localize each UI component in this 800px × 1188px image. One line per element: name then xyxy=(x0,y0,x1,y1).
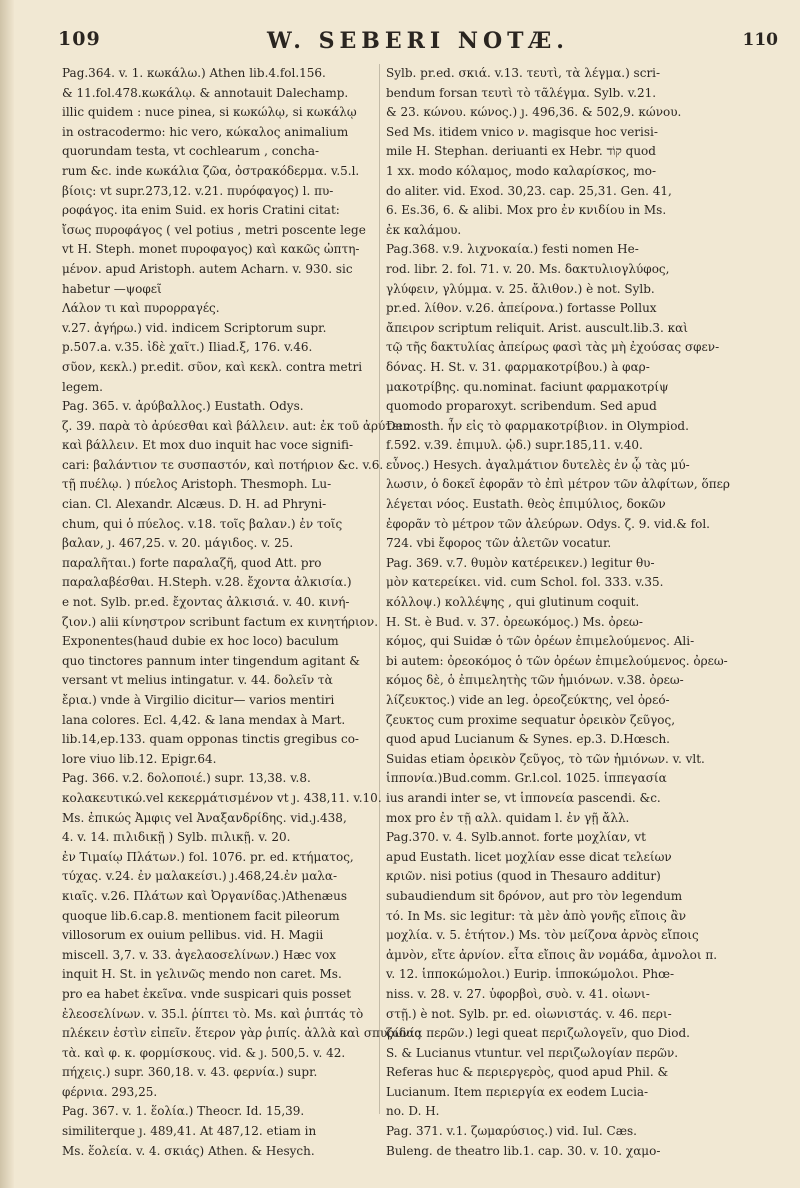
text-line: f.592. v.39. ἐπιμυλ. ᾠδ.) supr.185,11. v.40. xyxy=(386,438,643,453)
text-line: ἄπειρον scriptum reliquit. Arist. auscult.lib.3. καὶ xyxy=(386,320,688,335)
text-line: μοχλία. v. 5. ἑτήτον.) Ms. τὸν μείζονα ἀρνὸς εἴποις xyxy=(386,928,699,943)
text-line: μακοτρίβης. qu.nominat. faciunt φαρμακοτρίψ xyxy=(386,379,669,394)
text-line: rod. libr. 2. fol. 71. v. 20. Ms. δακτυλιογλύφος, xyxy=(386,261,670,276)
text-line: βαλαν, ȷ. 467,25. v. 20. μάγιδος. v. 25. xyxy=(62,536,294,551)
text-line: miscell. 3,7. v. 33. ἀγελαοσελίνων.) Hæc vox xyxy=(62,947,336,962)
text-line: Pag.368. v.9. λιχνοκαία.) festi nomen He- xyxy=(386,242,639,257)
text-line: niss. v. 28. v. 27. ὑφορβοὶ, συὸ. v. 41. οἰωνι- xyxy=(386,986,650,1001)
text-line: εὖνος.) Hesych. ἀγαλμάτιον δυτελὲς ἐν ᾧ τὰς μύ- xyxy=(386,457,690,472)
text-line: 1 xx. modo κόλαμος, modo καλαρίσκος, mo- xyxy=(386,163,657,178)
text-line: ius arandi inter se, vt ἱππονεία pascendi. &c. xyxy=(386,790,661,805)
text-line: bendum forsan τευτὶ τὸ τᾶλέγμα. Sylb. v.21. xyxy=(386,85,657,100)
text-line: habetur —ψοφεῖ xyxy=(62,281,162,296)
text-line: φέρνια. 293,25. xyxy=(62,1084,158,1099)
text-line: legem. xyxy=(62,379,103,394)
text-line: Ms. ἐπικώς Ἀμφις vel Ἀναξανδρίδης. vid.ȷ.438, xyxy=(62,810,347,825)
text-line: ροφάγος. ita enim Suid. ex horis Cratini citat: xyxy=(62,203,340,218)
text-line: μένον. apud Aristoph. autem Acharn. v. 930. sic xyxy=(62,261,353,276)
text-line: rum &c. inde κωκάλια ζῶα, ὀστρακόδερμα. v.5.l. xyxy=(62,163,360,178)
text-line: versant vt melius intingatur. v. 44. δολεῖν τὰ xyxy=(62,673,333,688)
text-line: v. 12. ἱπποκώμολοι.) Eurip. ἱπποκώμολοι. Phœ- xyxy=(386,967,675,982)
text-line: ζευκτος cum proxime sequatur ὀρεικὸν ζεῦγος, xyxy=(386,712,676,727)
text-line: 4. v. 14. πιλιδικῇ ) Sylb. πιλικῇ. v. 20. xyxy=(62,830,291,845)
text-line: παραλῆται.) forte παραλαζῆ, quod Att. pro xyxy=(62,555,322,570)
text-line: κιαῖς. v.26. Πλάτων καὶ Ὀργανίδας.)Athenæus xyxy=(62,888,347,903)
text-line: ἐλεοσελίνων. v. 35.l. ῥίπτει τὸ. Ms. καὶ ῥιπτάς τὸ xyxy=(62,1006,364,1021)
text-line: Pag.370. v. 4. Sylb.annot. forte μοχλίαν, vt xyxy=(386,830,646,845)
text-line: τῷ τῆς δακτυλίας ἀπείρως φασὶ τὰς μὴ ἐχούσας σφεν- xyxy=(386,340,720,355)
text-line: ζ. 39. παρὰ τὸ ἀρύεσθαι καὶ βάλλειν. aut: ἐκ τοῦ ἀρύτειν xyxy=(62,418,411,433)
text-line: ἴσως πυροφάγος ( vel potius , metri poscente lege xyxy=(62,222,366,237)
text-line: Λάλον τι καὶ πυρορραγές. xyxy=(62,301,220,316)
text-line: 724. vbi ἔφορος τῶν ἀλετῶν vocatur. xyxy=(386,536,612,551)
text-line: γλύφειν, γλύμμα. v. 25. ἄλιθον.) è not. Sylb. xyxy=(386,281,655,296)
text-line: Pag. 366. v.2. δολοποιέ.) supr. 13,38. v.8. xyxy=(62,771,311,786)
page-number-left: 109 xyxy=(58,28,101,50)
text-line: κόμος δὲ, ὁ ἐπιμελητὴς τῶν ἡμιόνων. v.38. ὀρεω- xyxy=(386,673,684,688)
text-line: ζωνία περῶν.) legi queat περιζωλογεῖν, quo Diod. xyxy=(386,1026,690,1041)
page-header xyxy=(58,28,778,58)
page-number-right: 110 xyxy=(742,30,778,50)
text-line: cian. Cl. Alexandr. Alcæus. D. H. ad Phryni- xyxy=(62,497,327,512)
text-line: Pag. 371. v.1. ζωμαρύσιος.) vid. Iul. Cæs. xyxy=(386,1124,637,1139)
text-line: Ms. ἕολεία. v. 4. σκιάς) Athen. & Hesych. xyxy=(62,1143,315,1158)
text-line: Suidas etiam ὀρεικὸν ζεῦγος, τὸ τῶν ἡμιόνων. v. vlt. xyxy=(386,751,705,766)
text-line: villosorum ex ouium pellibus. vid. H. Magii xyxy=(62,928,324,943)
text-line: subaudiendum sit δρόνον, aut pro τὸν legendum xyxy=(386,888,683,903)
text-line: Pag. 365. v. ἀρύβαλλος.) Eustath. Odys. xyxy=(62,399,304,414)
text-line: p.507.a. v.35. ἰδὲ χαῖτ.) Iliad.ξ, 176. v.46. xyxy=(62,340,313,355)
text-line: κόμος, qui Suidæ ὁ τῶν ὀρέων ἐπιμελούμενος. Ali- xyxy=(386,634,695,649)
text-line: pro ea habet ἐκεῖνα. vnde suspicari quis posset xyxy=(62,986,352,1001)
text-line: λωσιν, ὁ δοκεῖ ἐφορᾶν τὸ ἐπὶ μέτρον τῶν ἀλφίτων, ὅπερ xyxy=(386,477,730,492)
text-line: ἐν Τιμαίῳ Πλάτων.) fol. 1076. pr. ed. κτήματος, xyxy=(62,849,354,864)
text-line: Pag. 367. v. 1. ἕολία.) Theocr. Id. 15,39. xyxy=(62,1104,305,1119)
text-line: ἐφορᾶν τὸ μέτρον τῶν ἀλεύρων. Odys. ζ. 9. vid.& fol. xyxy=(386,516,710,531)
text-line: in ostracodermo: hic vero, κώκαλος animalium xyxy=(62,124,349,139)
text-line: πλέκειν ἐστὶν εἰπεῖν. ἕτερον γὰρ ῥιπίς. ἀλλὰ καὶ σπυρίδας xyxy=(62,1026,422,1041)
text-line: ἐκ καλάμου. xyxy=(386,222,462,237)
text-line: & 11.fol.478.κωκάλῳ. & annotauit Dalechamp. xyxy=(62,85,349,100)
text-line: & 23. κώνου. κώνος.) ȷ. 496,36. & 502,9. κώνου. xyxy=(386,105,682,120)
text-line: λίζευκτος.) vide an leg. ὀρεοζεύκτης, vel ὀρεό- xyxy=(386,693,670,707)
text-line: πήχεις.) supr. 360,18. v. 43. φερνία.) supr. xyxy=(62,1065,318,1080)
text-line: apud Eustath. licet μοχλίαν esse dicat τελείων xyxy=(386,849,672,864)
text-line: Buleng. de theatro lib.1. cap. 30. v. 10. χαμο- xyxy=(386,1143,661,1158)
text-line: quomodo proparoxyt. scribendum. Sed apud xyxy=(386,399,657,414)
text-line: quod apud Lucianum & Synes. ep.3. D.Hœsch. xyxy=(386,732,670,747)
text-line: do aliter. vid. Exod. 30,23. cap. 25,31. Gen. 41, xyxy=(386,183,672,198)
text-line: Exponentes(haud dubie ex hoc loco) baculum xyxy=(62,634,339,649)
text-line: lore viuo lib.12. Epigr.64. xyxy=(62,751,217,766)
text-line: quoque lib.6.cap.8. mentionem facit pileorum xyxy=(62,908,340,923)
text-line: βίοις: vt supr.273,12. v.21. πυρόφαγος) l. πυ- xyxy=(62,183,334,198)
text-line: Sylb. pr.ed. σκιά. v.13. τευτὶ, τὰ λέγμα.) scri- xyxy=(386,66,661,80)
text-line: ἔρια.) vnde à Virgilio dicitur— varios mentiri xyxy=(62,693,335,707)
text-line: Demosth. ἦν εἰς τὸ φαρμακοτρίβιον. in Olympiod. xyxy=(386,418,689,433)
text-line: illic quidem : nuce pinea, si κωκώλῳ, si κωκάλῳ xyxy=(62,105,357,120)
text-line: Pag. 369. v.7. θυμὸν κατέρεικεν.) legitur θυ- xyxy=(386,555,655,570)
column-divider xyxy=(379,64,380,1114)
text-line: στῇ.) è not. Sylb. pr. ed. οἰωνιστάς. v. 46. περι- xyxy=(386,1006,672,1021)
page-gutter-shadow xyxy=(0,0,14,1188)
text-line: chum, qui ὁ πύελος. v.18. τοῖς βαλαν.) ἐν τοῖς xyxy=(62,516,343,531)
text-line: κολακευτικώ.vel κεκερμάτισμένον vt ȷ. 438,11. v.10. xyxy=(62,790,382,805)
text-line: similiterque ȷ. 489,41. At 487,12. etiam in xyxy=(62,1124,317,1139)
text-line: bi autem: ὀρεοκόμος ὁ τῶν ὀρέων ἐπιμελούμενος. ὀρεω- xyxy=(386,653,728,668)
text-line: lib.14,ep.133. quam opponas tinctis gregibus co- xyxy=(62,732,359,747)
text-line: mile H. Stephan. deriuanti ex Hebr. קוֹד quod xyxy=(386,144,656,159)
text-line: S. & Lucianus vtuntur. vel περιζωλογίαν περῶν. xyxy=(386,1045,679,1060)
text-line: Sed Ms. itidem vnico ν. magisque hoc verisi- xyxy=(386,124,658,139)
text-line: καὶ βάλλειν. Et mox duo inquit hac voce signifi- xyxy=(62,438,354,453)
text-line: cari: βαλάντιον τε συσπαστόν, καὶ ποτήριον &c. v.6. xyxy=(62,457,384,472)
text-line: v.27. ἀγήρω.) vid. indicem Scriptorum supr. xyxy=(62,320,327,335)
text-line: e not. Sylb. pr.ed. ἔχοντας ἀλκισιά. v. 40. κινή- xyxy=(62,595,350,610)
text-line: quo tinctores pannum inter tingendum agitant & xyxy=(62,653,360,668)
text-line: no. D. H. xyxy=(386,1104,440,1119)
text-line: Pag.364. v. 1. κωκάλω.) Athen lib.4.fol.156. xyxy=(62,66,326,80)
text-line: ζιον.) alii κίνηστρον scribunt factum ex κινητήριον. xyxy=(62,614,379,629)
right-text-column xyxy=(386,64,730,1164)
text-line: τό. In Ms. sic legitur: τὰ μὲν ἀπὸ γονῆς εἴποις ἂν xyxy=(386,908,687,923)
text-line: lana colores. Ecl. 4,42. & lana mendax à Mart. xyxy=(62,712,346,727)
text-line: τύχας. v.24. ἐν μαλακείσι.) ȷ.468,24.ἐν μαλα- xyxy=(62,869,338,884)
text-line: 6. Es.36, 6. & alibi. Mox pro ἐν κνιδίου in Ms. xyxy=(386,203,667,218)
text-line: λέγεται νόος. Eustath. θεὸς ἐπιμύλιος, δοκῶν xyxy=(386,497,666,512)
text-line: Lucianum. Item περιεργία ex eodem Lucia- xyxy=(386,1084,649,1099)
text-line: δόνας. H. St. v. 31. φαρμακοτρίβου.) à φαρ- xyxy=(386,359,650,374)
running-title: W. SEBERI NOTÆ. xyxy=(267,28,569,54)
text-line: σῦον, κεκλ.) pr.edit. σῦον, καὶ κεκλ. contra metri xyxy=(62,359,363,374)
text-line: vt H. Steph. monet πυροφαγος) καὶ κακῶς ὠπτη- xyxy=(62,242,360,257)
text-line: Referas huc & περιεργερὸς, quod apud Phil. & xyxy=(386,1065,669,1080)
text-line: τῇ πυέλῳ. ) πύελος Aristoph. Thesmoph. Lu- xyxy=(62,477,332,492)
text-line: quorundam testa, vt cochlearum , concha- xyxy=(62,144,320,159)
text-line: τὰ. καὶ φ. κ. φορμίσκους. vid. & ȷ. 500,5. v. 42. xyxy=(62,1045,346,1060)
text-line: παραλαβέσθαι. H.Steph. v.28. ἔχοντα ἀλκισία.) xyxy=(62,575,352,590)
text-line: κόλλοψ.) κολλέψης , qui glutinum coquit. xyxy=(386,595,640,610)
text-line: ἀμνὸν, εἴτε ἀρνίον. εἶτα εἴποις ἂν νομάδα, ἀμνολοι π. xyxy=(386,947,718,962)
text-line: inquit H. St. in γελινῶς mendo non caret. Ms. xyxy=(62,967,342,982)
text-line: μὸν κατερείκει. vid. cum Schol. fol. 333. v.35. xyxy=(386,575,664,590)
text-line: mox pro ἐν τῇ αλλ. quidam l. ἐν γῇ ἄλλ. xyxy=(386,810,630,825)
text-line: pr.ed. λίθον. v.26. ἀπείρονα.) fortasse Pollux xyxy=(386,301,657,316)
text-line: H. St. è Bud. v. 37. ὀρεωκόμος.) Ms. ὀρεω- xyxy=(386,614,643,629)
text-line: κριῶν. nisi potius (quod in Thesauro additur) xyxy=(386,869,661,884)
text-line: ἱππονία.)Bud.comm. Gr.l.col. 1025. ἱππεγασία xyxy=(386,771,667,786)
